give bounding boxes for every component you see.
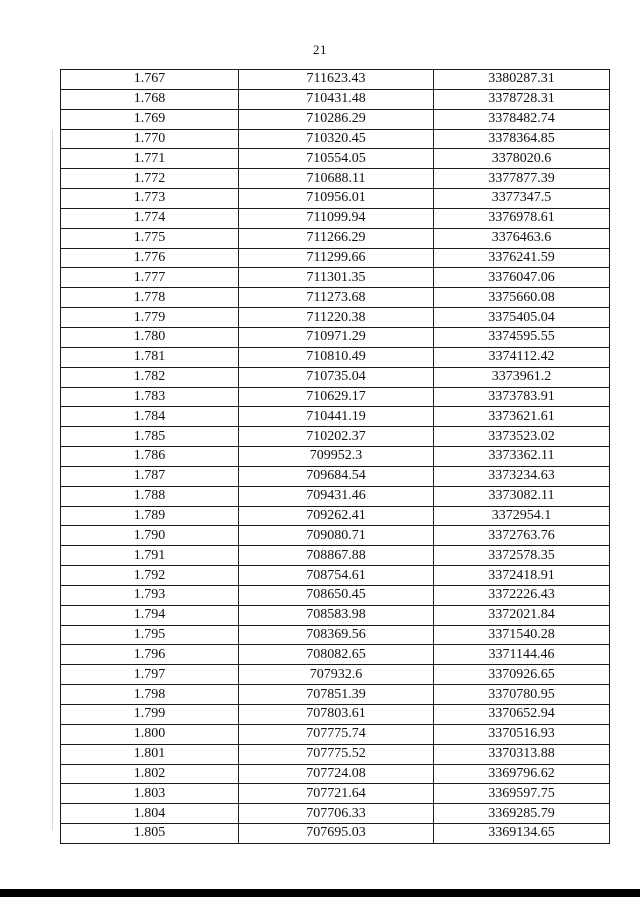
x-coordinate-cell: 709262.41: [239, 506, 434, 526]
point-id-cell: 1.780: [61, 327, 239, 347]
table-row: [61, 625, 610, 645]
y-coordinate-cell: 3376463.6: [434, 228, 610, 248]
table-row: [61, 109, 610, 129]
x-coordinate-cell: 710320.45: [239, 129, 434, 149]
x-coordinate-cell: 708369.56: [239, 625, 434, 645]
table-row: [61, 705, 610, 725]
y-coordinate-cell: 3370652.94: [434, 705, 610, 725]
x-coordinate-cell: 709080.71: [239, 526, 434, 546]
coordinates-table: [60, 69, 610, 844]
table-row: [61, 724, 610, 744]
point-id-cell: 1.774: [61, 208, 239, 228]
table-row: [61, 447, 610, 467]
table-row: [61, 427, 610, 447]
x-coordinate-cell: 711099.94: [239, 208, 434, 228]
x-coordinate-cell: 708754.61: [239, 566, 434, 586]
x-coordinate-cell: 710735.04: [239, 367, 434, 387]
table-row: [61, 665, 610, 685]
point-id-cell: 1.793: [61, 585, 239, 605]
x-coordinate-cell: 707695.03: [239, 824, 434, 844]
y-coordinate-cell: 3376978.61: [434, 208, 610, 228]
point-id-cell: 1.805: [61, 824, 239, 844]
table-row: [61, 169, 610, 189]
point-id-cell: 1.772: [61, 169, 239, 189]
x-coordinate-cell: 707803.61: [239, 705, 434, 725]
y-coordinate-cell: 3372763.76: [434, 526, 610, 546]
point-id-cell: 1.784: [61, 407, 239, 427]
table-row: [61, 327, 610, 347]
point-id-cell: 1.791: [61, 546, 239, 566]
y-coordinate-cell: 3374112.42: [434, 347, 610, 367]
table-row: [61, 546, 610, 566]
point-id-cell: 1.800: [61, 724, 239, 744]
point-id-cell: 1.790: [61, 526, 239, 546]
y-coordinate-cell: 3372578.35: [434, 546, 610, 566]
scan-bottom-edge: [0, 889, 640, 897]
point-id-cell: 1.804: [61, 804, 239, 824]
point-id-cell: 1.777: [61, 268, 239, 288]
y-coordinate-cell: 3380287.31: [434, 70, 610, 90]
point-id-cell: 1.788: [61, 486, 239, 506]
table-row: [61, 605, 610, 625]
point-id-cell: 1.767: [61, 70, 239, 90]
y-coordinate-cell: 3373234.63: [434, 466, 610, 486]
x-coordinate-cell: 707932.6: [239, 665, 434, 685]
point-id-cell: 1.776: [61, 248, 239, 268]
point-id-cell: 1.779: [61, 308, 239, 328]
y-coordinate-cell: 3375405.04: [434, 308, 610, 328]
y-coordinate-cell: 3378482.74: [434, 109, 610, 129]
point-id-cell: 1.798: [61, 685, 239, 705]
table-row: [61, 248, 610, 268]
table-row: [61, 129, 610, 149]
y-coordinate-cell: 3375660.08: [434, 288, 610, 308]
y-coordinate-cell: 3373621.61: [434, 407, 610, 427]
x-coordinate-cell: 707775.74: [239, 724, 434, 744]
x-coordinate-cell: 710286.29: [239, 109, 434, 129]
y-coordinate-cell: 3373783.91: [434, 387, 610, 407]
table-row: [61, 566, 610, 586]
x-coordinate-cell: 711266.29: [239, 228, 434, 248]
y-coordinate-cell: 3374595.55: [434, 327, 610, 347]
table-row: [61, 149, 610, 169]
point-id-cell: 1.771: [61, 149, 239, 169]
x-coordinate-cell: 711623.43: [239, 70, 434, 90]
x-coordinate-cell: 710956.01: [239, 189, 434, 209]
x-coordinate-cell: 710810.49: [239, 347, 434, 367]
point-id-cell: 1.783: [61, 387, 239, 407]
point-id-cell: 1.773: [61, 189, 239, 209]
table-row: [61, 288, 610, 308]
x-coordinate-cell: 708867.88: [239, 546, 434, 566]
x-coordinate-cell: 707724.08: [239, 764, 434, 784]
point-id-cell: 1.802: [61, 764, 239, 784]
table-row: [61, 367, 610, 387]
y-coordinate-cell: 3369597.75: [434, 784, 610, 804]
table-row: [61, 189, 610, 209]
y-coordinate-cell: 3378364.85: [434, 129, 610, 149]
table-row: [61, 70, 610, 90]
point-id-cell: 1.796: [61, 645, 239, 665]
y-coordinate-cell: 3377347.5: [434, 189, 610, 209]
table-row: [61, 585, 610, 605]
x-coordinate-cell: 711299.66: [239, 248, 434, 268]
x-coordinate-cell: 709431.46: [239, 486, 434, 506]
x-coordinate-cell: 707706.33: [239, 804, 434, 824]
y-coordinate-cell: 3370313.88: [434, 744, 610, 764]
x-coordinate-cell: 711301.35: [239, 268, 434, 288]
x-coordinate-cell: 708650.45: [239, 585, 434, 605]
x-coordinate-cell: 710431.48: [239, 89, 434, 109]
table-row: [61, 764, 610, 784]
table-row: [61, 645, 610, 665]
point-id-cell: 1.803: [61, 784, 239, 804]
y-coordinate-cell: 3370926.65: [434, 665, 610, 685]
point-id-cell: 1.797: [61, 665, 239, 685]
y-coordinate-cell: 3369796.62: [434, 764, 610, 784]
point-id-cell: 1.789: [61, 506, 239, 526]
table-row: [61, 824, 610, 844]
table-row: [61, 208, 610, 228]
table-row: [61, 228, 610, 248]
y-coordinate-cell: 3372226.43: [434, 585, 610, 605]
x-coordinate-cell: 708583.98: [239, 605, 434, 625]
table-row: [61, 268, 610, 288]
point-id-cell: 1.787: [61, 466, 239, 486]
y-coordinate-cell: 3371144.46: [434, 645, 610, 665]
table-row: [61, 685, 610, 705]
x-coordinate-cell: 707851.39: [239, 685, 434, 705]
y-coordinate-cell: 3376241.59: [434, 248, 610, 268]
point-id-cell: 1.782: [61, 367, 239, 387]
point-id-cell: 1.769: [61, 109, 239, 129]
table-row: [61, 308, 610, 328]
x-coordinate-cell: 711273.68: [239, 288, 434, 308]
y-coordinate-cell: 3373362.11: [434, 447, 610, 467]
point-id-cell: 1.770: [61, 129, 239, 149]
x-coordinate-cell: 710629.17: [239, 387, 434, 407]
y-coordinate-cell: 3369285.79: [434, 804, 610, 824]
point-id-cell: 1.778: [61, 288, 239, 308]
y-coordinate-cell: 3373961.2: [434, 367, 610, 387]
table-row: [61, 526, 610, 546]
x-coordinate-cell: 710441.19: [239, 407, 434, 427]
y-coordinate-cell: 3373523.02: [434, 427, 610, 447]
y-coordinate-cell: 3378020.6: [434, 149, 610, 169]
x-coordinate-cell: 710971.29: [239, 327, 434, 347]
table-row: [61, 486, 610, 506]
table-row: [61, 347, 610, 367]
table-row: [61, 506, 610, 526]
y-coordinate-cell: 3378728.31: [434, 89, 610, 109]
point-id-cell: 1.785: [61, 427, 239, 447]
y-coordinate-cell: 3376047.06: [434, 268, 610, 288]
point-id-cell: 1.781: [61, 347, 239, 367]
point-id-cell: 1.795: [61, 625, 239, 645]
page-number: 21: [313, 42, 327, 57]
x-coordinate-cell: 710202.37: [239, 427, 434, 447]
point-id-cell: 1.799: [61, 705, 239, 725]
point-id-cell: 1.768: [61, 89, 239, 109]
table-row: [61, 466, 610, 486]
y-coordinate-cell: 3372418.91: [434, 566, 610, 586]
table-row: [61, 89, 610, 109]
x-coordinate-cell: 711220.38: [239, 308, 434, 328]
scan-artifact-line: [52, 130, 53, 830]
table-body: [61, 70, 610, 844]
y-coordinate-cell: 3373082.11: [434, 486, 610, 506]
point-id-cell: 1.794: [61, 605, 239, 625]
x-coordinate-cell: 709952.3: [239, 447, 434, 467]
y-coordinate-cell: 3377877.39: [434, 169, 610, 189]
table-row: [61, 407, 610, 427]
y-coordinate-cell: 3371540.28: [434, 625, 610, 645]
x-coordinate-cell: 710688.11: [239, 169, 434, 189]
x-coordinate-cell: 707721.64: [239, 784, 434, 804]
table-row: [61, 784, 610, 804]
table-row: [61, 387, 610, 407]
point-id-cell: 1.792: [61, 566, 239, 586]
x-coordinate-cell: 709684.54: [239, 466, 434, 486]
point-id-cell: 1.786: [61, 447, 239, 467]
y-coordinate-cell: 3370780.95: [434, 685, 610, 705]
table-row: [61, 804, 610, 824]
x-coordinate-cell: 710554.05: [239, 149, 434, 169]
x-coordinate-cell: 708082.65: [239, 645, 434, 665]
point-id-cell: 1.775: [61, 228, 239, 248]
point-id-cell: 1.801: [61, 744, 239, 764]
y-coordinate-cell: 3369134.65: [434, 824, 610, 844]
y-coordinate-cell: 3372021.84: [434, 605, 610, 625]
y-coordinate-cell: 3372954.1: [434, 506, 610, 526]
x-coordinate-cell: 707775.52: [239, 744, 434, 764]
table-row: [61, 744, 610, 764]
y-coordinate-cell: 3370516.93: [434, 724, 610, 744]
